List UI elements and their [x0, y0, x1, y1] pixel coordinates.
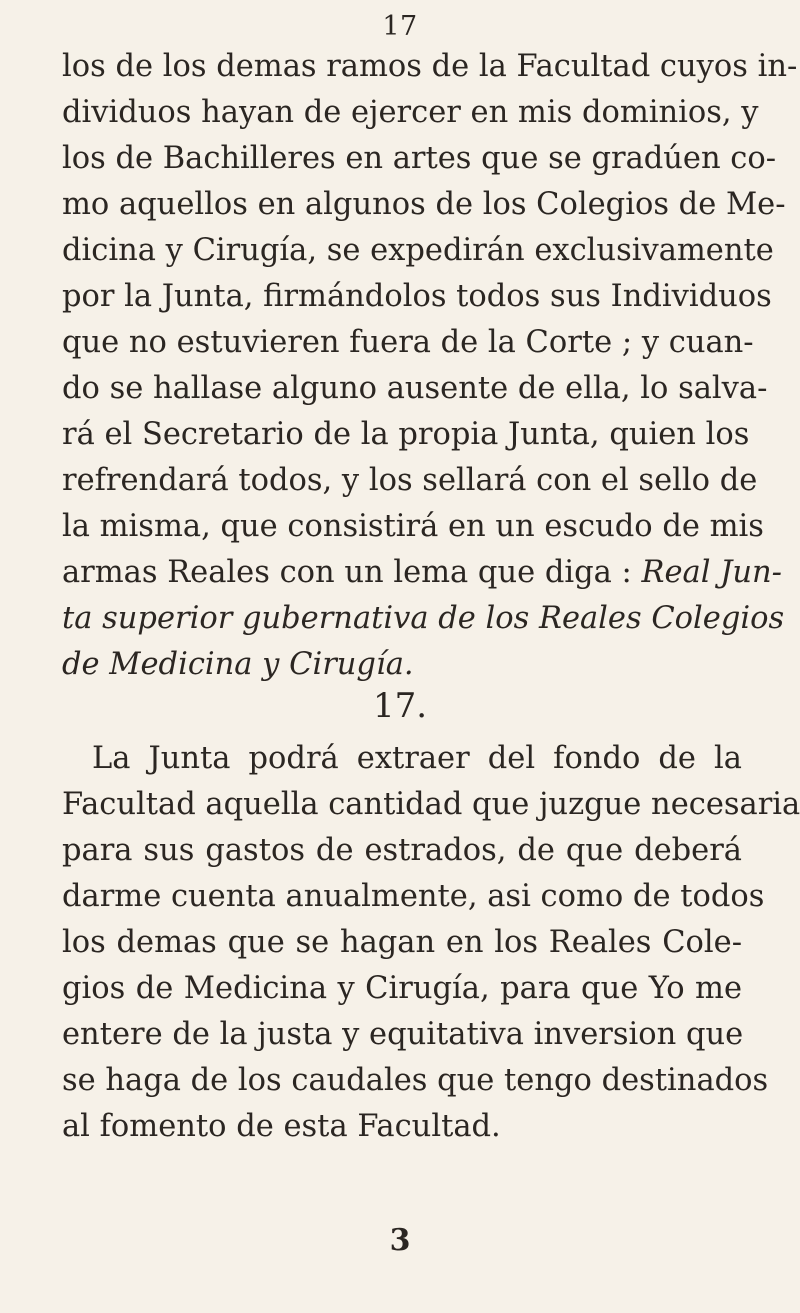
motto-line-end: de Medicina y Cirugía.	[62, 647, 414, 682]
motto-start: Real Jun-	[641, 555, 782, 590]
text-line: se haga de los caudales que tengo destinados	[62, 1063, 769, 1098]
text-line: entere de la justa y equitativa inversion que	[62, 1017, 744, 1052]
paragraph-16-continuation	[62, 44, 798, 688]
text-line: dividuos hayan de ejercer en mis dominios, y	[62, 95, 759, 130]
text-line: los demas que se hagan en los Reales Cole-	[62, 925, 742, 960]
text-line: los de los demas ramos de la Facultad cuyos in-	[62, 49, 798, 84]
text-line-with-motto	[62, 550, 782, 596]
text-line: al fomento de esta Facultad.	[62, 1109, 501, 1144]
text-line: por la Junta, firmándolos todos sus Individuos	[62, 279, 772, 314]
motto-line: ta superior gubernativa de los Reales Colegios	[62, 601, 785, 636]
text-line: darme cuenta anualmente, asi como de todos	[62, 879, 765, 914]
section-number: 17.	[372, 686, 428, 726]
text-line: dicina y Cirugía, se expedirán exclusivamente	[62, 233, 774, 268]
text-line: refrendará todos, y los sellará con el sello de	[62, 463, 758, 498]
signature-mark: 3	[389, 1223, 411, 1258]
text-line: los de Bachilleres en artes que se gradúen co-	[62, 141, 777, 176]
text-line: La Junta podrá extraer del fondo de la	[92, 741, 742, 776]
page-number: 17	[382, 11, 418, 42]
text-line: Facultad aquella cantidad que juzgue necesaria	[62, 787, 800, 822]
text-line: do se hallase alguno ausente de ella, lo salva-	[62, 371, 768, 406]
text-line: para sus gastos de estrados, de que deberá	[62, 833, 742, 868]
paragraph-17	[62, 736, 800, 1150]
text-line: gios de Medicina y Cirugía, para que Yo me	[62, 971, 742, 1006]
text-line: mo aquellos en algunos de los Colegios de Me-	[62, 187, 786, 222]
text-line: que no estuvieren fuera de la Corte ; y cuan-	[62, 325, 754, 360]
text-line: la misma, que consistirá en un escudo de mis	[62, 509, 764, 544]
text-line: rá el Secretario de la propia Junta, quien los	[62, 417, 750, 452]
text-fragment: armas Reales con un lema que diga :	[62, 555, 632, 590]
